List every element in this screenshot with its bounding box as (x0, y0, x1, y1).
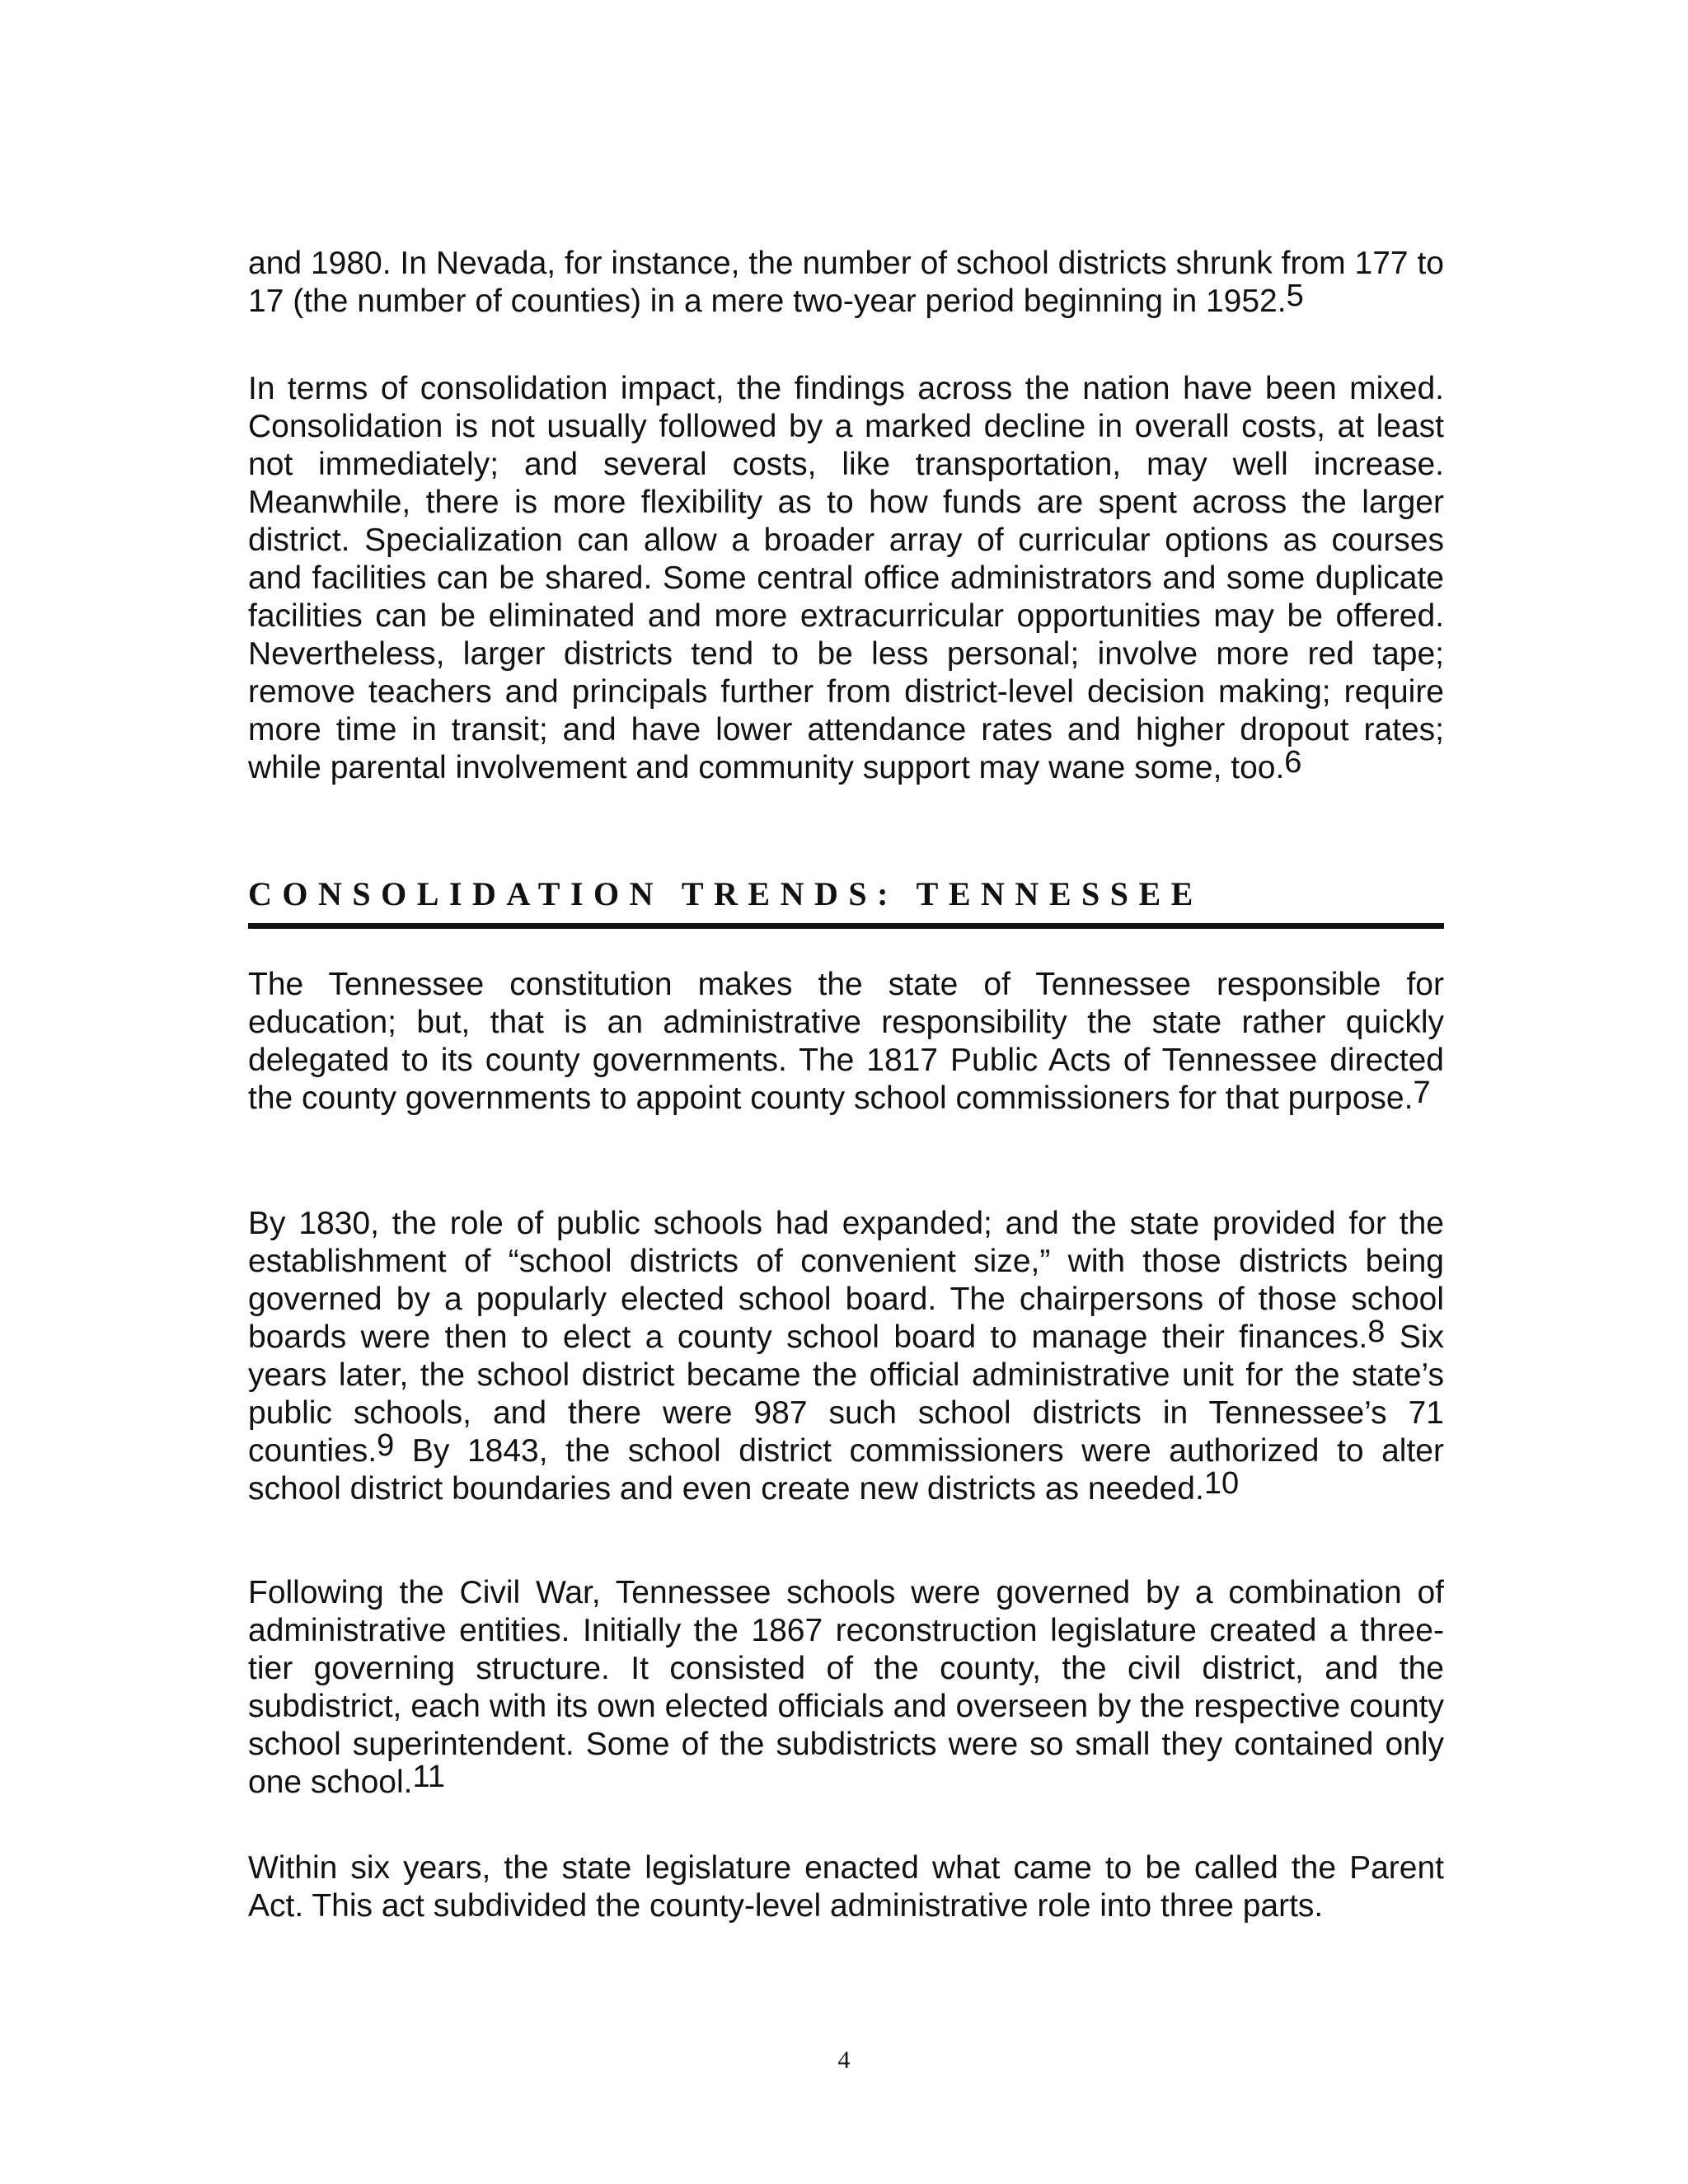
paragraph-text: By 1843, the school district commissioners were authorized to alter school district boundaries and even create new districts as needed. (248, 1433, 1444, 1507)
paragraph-parent-act (248, 1849, 1444, 1925)
heading-underline-rule (248, 923, 1444, 929)
paragraph-text: and 1980. In Nevada, for instance, the number of school districts shrunk from 177 to 17 (the number of counties) in a mere two-year period beginning in 1952. (248, 246, 1444, 319)
paragraph-tennessee-constitution (248, 966, 1444, 1118)
paragraph-consolidation-impact (248, 370, 1444, 787)
paragraph-school-districts-1830 (248, 1205, 1444, 1508)
footnote-marker: 6 (1284, 745, 1302, 780)
paragraph-civil-war-governance (248, 1574, 1444, 1802)
paragraph-text: Within six years, the state legislature enacted what came to be called the Parent Act. This act subdivided the county-level administrative role into three parts. (248, 1850, 1444, 1924)
footnote-marker: 5 (1286, 279, 1304, 313)
section-heading: CONSOLIDATION TRENDS: TENNESSEE (248, 875, 1203, 912)
paragraph-text: By 1830, the role of public schools had expanded; and the state provided for the establishment of “school districts of convenient size,” with those districts being governed by a popularly elected school board. The chairpersons of those school boards were then to elect a county school board to manage their finances. (248, 1206, 1444, 1355)
footnote-marker: 8 (1367, 1315, 1386, 1349)
footnote-marker: 11 (412, 1760, 445, 1794)
footnote-marker: 9 (377, 1428, 395, 1463)
page-number: 4 (837, 2046, 851, 2074)
paragraph-text: Six years later, the school district became the official administrative unit for the state’s public schools, and there were 987 such school districts in Tennessee’s 71 counties. (248, 1319, 1444, 1469)
paragraph-nevada-consolidation (248, 245, 1444, 321)
paragraph-text: The Tennessee constitution makes the state of Tennessee responsible for education; but, that is an administrative responsibility the state rather quickly delegated to its county governments. The 1817 Public Acts of Tennessee directed the county governments to appoint county school commissioners for that purpose. (248, 967, 1444, 1116)
section-heading-block (248, 874, 1444, 929)
paragraph-text: Following the Civil War, Tennessee schools were governed by a combination of administrative entities. Initially the 1867 reconstruction legislature created a three-tier governing structure. It consisted of the county, the civil district, and the subdistrict, each with its own elected officials and overseen by the respective county school superintendent. Some of the subdistricts were so small they contained only one school. (248, 1575, 1444, 1800)
footnote-marker: 10 (1203, 1466, 1240, 1501)
footnote-marker: 7 (1413, 1076, 1431, 1110)
paragraph-text: In terms of consolidation impact, the findings across the nation have been mixed. Consolidation is not usually followed by a marked decline in overall costs, at least not immediately; and several costs, like transportation, may well increase. Meanwhile, there is more flexibility as to how funds are spent across the larger district. Specialization can allow a broader array of curricular options as courses and facilities can be shared. Some central office administrators and some duplicate facilities can be eliminated and more extracurricular opportunities may be offered. Nevertheless, larger districts tend to be less personal; involve more red tape; remove teachers and principals further from district-level decision making; require more time in transit; and have lower attendance rates and higher dropout rates; while parental involvement and community support may wane some, too. (248, 371, 1444, 785)
